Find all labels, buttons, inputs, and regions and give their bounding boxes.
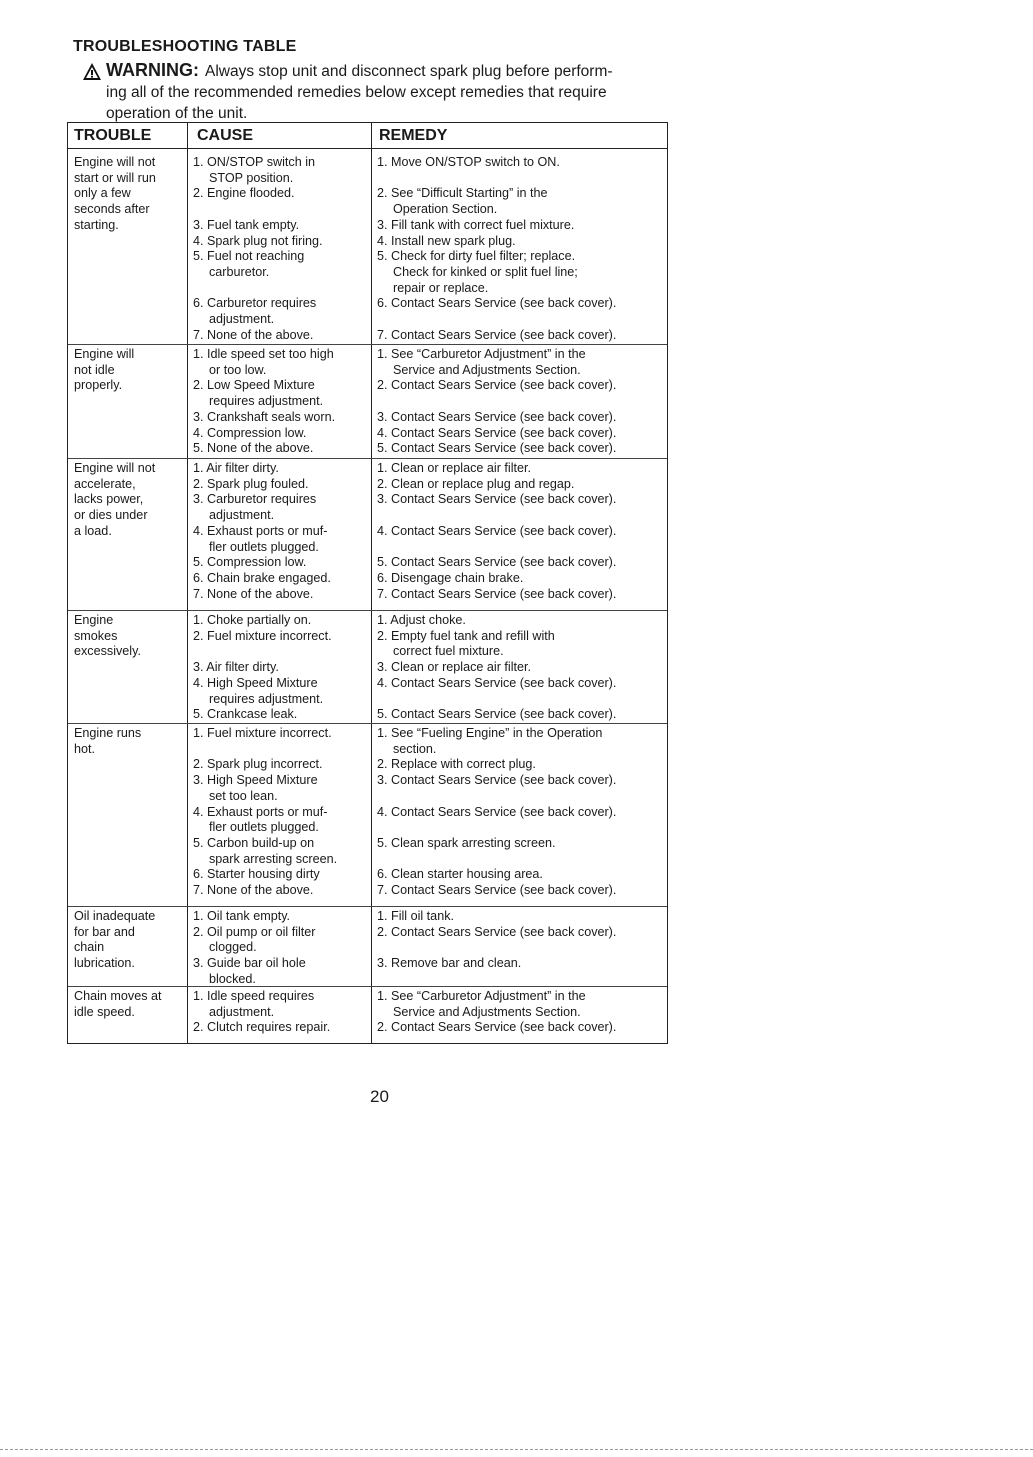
cause-text: 4. Compression low. bbox=[193, 425, 307, 440]
trouble-cell bbox=[74, 461, 155, 539]
trouble-text: or dies under bbox=[74, 508, 148, 523]
cause-text: spark arresting screen. bbox=[209, 851, 338, 866]
cause-text: 2. Engine flooded. bbox=[193, 186, 295, 201]
trouble-cell bbox=[74, 989, 162, 1020]
cause-text: 5. Crankcase leak. bbox=[193, 707, 298, 722]
row-divider bbox=[68, 906, 667, 907]
trouble-text: excessively. bbox=[74, 644, 141, 659]
trouble-cell bbox=[74, 909, 155, 972]
remedy-text: 2. Clean or replace plug and regap. bbox=[377, 476, 575, 491]
warning-text-line1: Always stop unit and disconnect spark plug before perform- bbox=[205, 63, 613, 80]
cause-text: fler outlets plugged. bbox=[209, 820, 319, 835]
trouble-text: seconds after bbox=[74, 202, 150, 217]
warning-notice bbox=[82, 60, 682, 124]
remedy-text: 7. Contact Sears Service (see back cover). bbox=[377, 327, 617, 342]
troubleshooting-table bbox=[67, 122, 668, 1044]
remedy-text: 5. Contact Sears Service (see back cover). bbox=[377, 555, 617, 570]
trouble-text: Engine will not bbox=[74, 155, 156, 169]
cause-text: 4. Spark plug not firing. bbox=[193, 233, 323, 248]
cause-text: set too lean. bbox=[209, 788, 278, 803]
cause-text: 1. Choke partially on. bbox=[193, 613, 312, 627]
cause-text: 5. Carbon build-up on bbox=[193, 835, 315, 850]
cause-text: 1. ON/STOP switch in bbox=[193, 155, 316, 169]
remedy-text: 3. Contact Sears Service (see back cover). bbox=[377, 773, 617, 788]
row-divider bbox=[68, 610, 667, 611]
cause-text: STOP position. bbox=[209, 170, 294, 185]
trouble-text: Engine will not bbox=[74, 461, 156, 475]
trouble-text: hot. bbox=[74, 741, 96, 756]
cause-text: 3. Guide bar oil hole bbox=[193, 956, 306, 971]
trouble-text: start or will run bbox=[74, 170, 156, 185]
remedy-text: Operation Section. bbox=[393, 202, 498, 217]
cause-text: 3. High Speed Mixture bbox=[193, 773, 318, 788]
cause-text: 1. Idle speed requires bbox=[193, 989, 315, 1003]
trouble-text: Engine runs bbox=[74, 726, 142, 740]
trouble-text: only a few bbox=[74, 186, 131, 201]
cause-text: 2. Fuel mixture incorrect. bbox=[193, 628, 332, 643]
trouble-text: Engine will bbox=[74, 347, 135, 361]
row-divider bbox=[68, 344, 667, 345]
trouble-text: Engine bbox=[74, 613, 114, 627]
cause-text: 5. Fuel not reaching bbox=[193, 249, 305, 264]
trouble-text: properly. bbox=[74, 378, 123, 393]
remedy-text: 1. See “Carburetor Adjustment” in the bbox=[377, 347, 586, 361]
trouble-text: for bar and bbox=[74, 924, 135, 939]
remedy-text: 1. Fill oil tank. bbox=[377, 909, 454, 923]
trouble-text: lubrication. bbox=[74, 956, 135, 971]
warning-text-line2: ing all of the recommended remedies below except remedies that require bbox=[106, 84, 607, 101]
remedy-text: 5. Clean spark arresting screen. bbox=[377, 835, 556, 850]
cause-text: 2. Oil pump or oil filter bbox=[193, 924, 316, 939]
trouble-cell bbox=[74, 613, 141, 660]
remedy-text: 4. Contact Sears Service (see back cover). bbox=[377, 675, 617, 690]
page-number: 20 bbox=[370, 1087, 389, 1106]
remedy-text: section. bbox=[393, 741, 437, 756]
remedy-text: 5. Contact Sears Service (see back cover). bbox=[377, 707, 617, 722]
cause-text: 4. Exhaust ports or muf- bbox=[193, 804, 328, 819]
trouble-text: accelerate, bbox=[74, 476, 136, 491]
cause-text: 1. Fuel mixture incorrect. bbox=[193, 726, 332, 740]
cause-text: 6. Starter housing dirty bbox=[193, 867, 320, 882]
header-cause: CAUSE bbox=[197, 127, 254, 144]
row-divider bbox=[68, 723, 667, 724]
cause-text: 2. Spark plug incorrect. bbox=[193, 757, 323, 772]
remedy-text: 2. Contact Sears Service (see back cover). bbox=[377, 1020, 617, 1035]
remedy-text: 6. Disengage chain brake. bbox=[377, 570, 524, 585]
remedy-text: 5. Contact Sears Service (see back cover). bbox=[377, 441, 617, 456]
trouble-text: idle speed. bbox=[74, 1004, 135, 1019]
page-edge-rule bbox=[0, 1449, 1033, 1450]
row-divider bbox=[68, 986, 667, 987]
cause-text: 1. Oil tank empty. bbox=[193, 909, 291, 923]
remedy-text: 1. See “Fueling Engine” in the Operation bbox=[377, 726, 603, 740]
cause-text: 6. Chain brake engaged. bbox=[193, 570, 331, 585]
trouble-text: not idle bbox=[74, 362, 115, 377]
remedy-text: 7. Contact Sears Service (see back cover). bbox=[377, 586, 617, 601]
trouble-cell bbox=[74, 726, 141, 757]
page-title: TROUBLESHOOTING TABLE bbox=[73, 38, 297, 55]
cause-text: 3. Fuel tank empty. bbox=[193, 217, 300, 232]
remedy-text: 3. Contact Sears Service (see back cover). bbox=[377, 409, 617, 424]
cause-text: 7. None of the above. bbox=[193, 327, 314, 342]
remedy-text: 1. See “Carburetor Adjustment” in the bbox=[377, 989, 586, 1003]
remedy-text: 2. Empty fuel tank and refill with bbox=[377, 628, 555, 643]
header-divider bbox=[68, 148, 667, 149]
cause-text: 6. Carburetor requires bbox=[193, 296, 317, 311]
remedy-text: 4. Contact Sears Service (see back cover). bbox=[377, 523, 617, 538]
remedy-text: 3. Contact Sears Service (see back cover). bbox=[377, 492, 617, 507]
column-divider bbox=[187, 123, 188, 1043]
remedy-text: 3. Clean or replace air filter. bbox=[377, 660, 531, 675]
warning-label: WARNING: bbox=[106, 60, 199, 80]
cause-text: or too low. bbox=[209, 362, 267, 377]
cause-text: blocked. bbox=[209, 971, 256, 986]
remedy-text: 4. Contact Sears Service (see back cover). bbox=[377, 804, 617, 819]
remedy-text: 2. Contact Sears Service (see back cover). bbox=[377, 378, 617, 393]
remedy-text: 4. Install new spark plug. bbox=[377, 233, 516, 248]
cause-text: carburetor. bbox=[209, 264, 270, 279]
remedy-text: correct fuel mixture. bbox=[393, 644, 504, 659]
cause-text: requires adjustment. bbox=[209, 691, 324, 706]
cause-text: 2. Low Speed Mixture bbox=[193, 378, 315, 393]
trouble-text: a load. bbox=[74, 523, 112, 538]
trouble-text: chain bbox=[74, 940, 105, 955]
cause-text: adjustment. bbox=[209, 508, 275, 523]
remedy-text: 7. Contact Sears Service (see back cover). bbox=[377, 883, 617, 897]
cause-text: 1. Air filter dirty. bbox=[193, 461, 279, 475]
remedy-text: 3. Remove bar and clean. bbox=[377, 956, 522, 971]
cause-text: 3. Crankshaft seals worn. bbox=[193, 409, 336, 424]
trouble-text: lacks power, bbox=[74, 492, 144, 507]
remedy-text: Service and Adjustments Section. bbox=[393, 362, 581, 377]
cause-text: 1. Idle speed set too high bbox=[193, 347, 334, 361]
remedy-text: 3. Fill tank with correct fuel mixture. bbox=[377, 217, 575, 232]
row-divider bbox=[68, 458, 667, 459]
cause-text: clogged. bbox=[209, 940, 257, 955]
remedy-text: 2. Contact Sears Service (see back cover). bbox=[377, 924, 617, 939]
cause-text: 5. None of the above. bbox=[193, 441, 314, 456]
cause-text: adjustment. bbox=[209, 312, 275, 326]
remedy-text: 2. Replace with correct plug. bbox=[377, 757, 536, 772]
warning-text-line3: operation of the unit. bbox=[106, 105, 248, 122]
cause-text: adjustment. bbox=[209, 1004, 275, 1019]
warning-icon bbox=[82, 62, 102, 81]
trouble-text: starting. bbox=[74, 217, 119, 232]
header-trouble: TROUBLE bbox=[74, 127, 152, 144]
column-divider bbox=[371, 123, 372, 1043]
cause-text: 2. Spark plug fouled. bbox=[193, 476, 309, 491]
cause-text: 5. Compression low. bbox=[193, 555, 307, 570]
trouble-text: Chain moves at bbox=[74, 989, 162, 1003]
remedy-text: 4. Contact Sears Service (see back cover). bbox=[377, 425, 617, 440]
cause-text: 3. Air filter dirty. bbox=[193, 660, 279, 675]
remedy-text: 5. Check for dirty fuel filter; replace. bbox=[377, 249, 576, 264]
cause-text: 7. None of the above. bbox=[193, 883, 314, 897]
cause-text: 7. None of the above. bbox=[193, 586, 314, 601]
remedy-text: Service and Adjustments Section. bbox=[393, 1004, 581, 1019]
remedy-text: 1. Move ON/STOP switch to ON. bbox=[377, 155, 560, 169]
cause-text: 3. Carburetor requires bbox=[193, 492, 317, 507]
remedy-text: 6. Contact Sears Service (see back cover). bbox=[377, 296, 617, 311]
header-remedy: REMEDY bbox=[379, 127, 448, 144]
cause-text: fler outlets plugged. bbox=[209, 539, 319, 554]
remedy-text: 1. Adjust choke. bbox=[377, 613, 466, 627]
trouble-text: Oil inadequate bbox=[74, 909, 156, 923]
remedy-text: 2. See “Difficult Starting” in the bbox=[377, 186, 548, 201]
remedy-text: 1. Clean or replace air filter. bbox=[377, 461, 531, 475]
cause-text: requires adjustment. bbox=[209, 394, 324, 409]
cause-text: 4. Exhaust ports or muf- bbox=[193, 523, 328, 538]
cause-text: 4. High Speed Mixture bbox=[193, 675, 318, 690]
cause-text: 2. Clutch requires repair. bbox=[193, 1020, 331, 1035]
remedy-text: Check for kinked or split fuel line; bbox=[393, 264, 578, 279]
trouble-cell bbox=[74, 347, 134, 394]
trouble-cell bbox=[74, 155, 156, 233]
remedy-text: repair or replace. bbox=[393, 280, 489, 295]
remedy-text: 6. Clean starter housing area. bbox=[377, 867, 543, 882]
trouble-text: smokes bbox=[74, 628, 118, 643]
